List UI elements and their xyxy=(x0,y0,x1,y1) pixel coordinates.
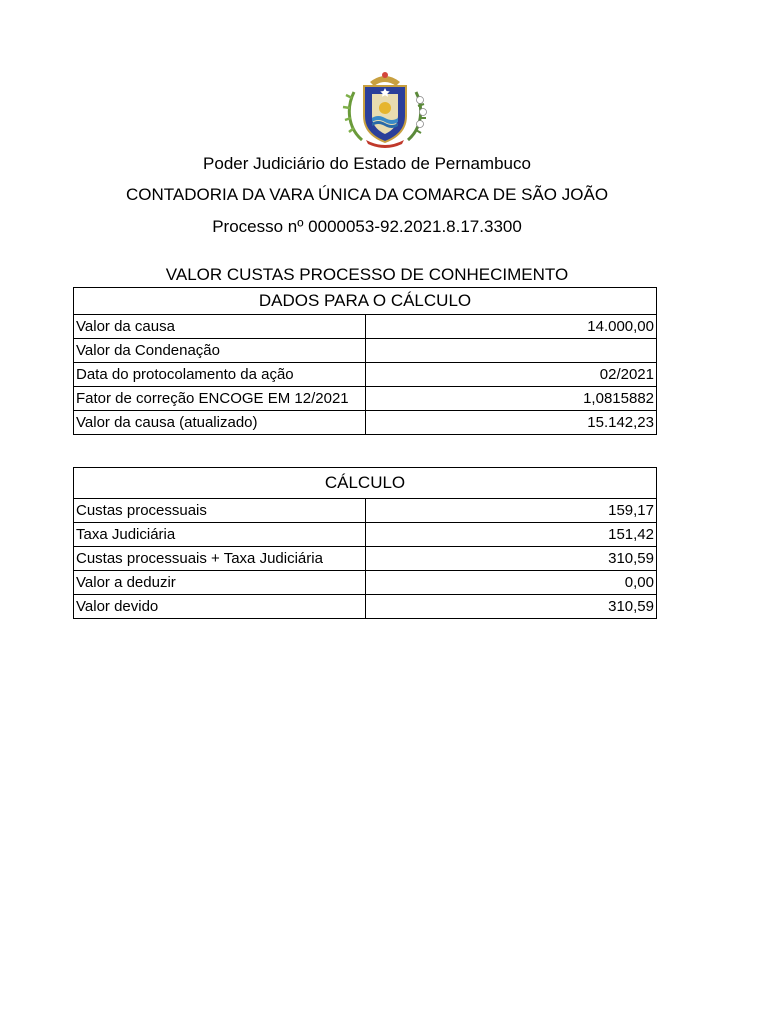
row-value: 0,00 xyxy=(365,571,657,595)
court-name: Poder Judiciário do Estado de Pernambuco xyxy=(203,154,531,173)
row-value: 02/2021 xyxy=(365,363,657,387)
row-value: 1,0815882 xyxy=(365,387,657,411)
row-label: Custas processuais + Taxa Judiciária xyxy=(74,547,366,571)
table-row xyxy=(74,387,657,411)
row-label: Custas processuais xyxy=(74,499,366,523)
row-label: Valor devido xyxy=(74,595,366,619)
document-title: VALOR CUSTAS PROCESSO DE CONHECIMENTO xyxy=(165,265,569,284)
row-value: 310,59 xyxy=(365,547,657,571)
office-name: CONTADORIA DA VARA ÚNICA DA COMARCA DE SÃO JOÃO xyxy=(125,185,609,204)
table-row xyxy=(74,363,657,387)
row-label: Valor a deduzir xyxy=(74,571,366,595)
row-label: Fator de correção ENCOGE EM 12/2021 xyxy=(74,387,366,411)
table-row xyxy=(74,571,657,595)
table-row xyxy=(74,411,657,435)
row-label: Taxa Judiciária xyxy=(74,523,366,547)
table-row xyxy=(74,523,657,547)
table-title: CÁLCULO xyxy=(74,468,657,499)
process-number: Processo nº 0000053-92.2021.8.17.3300 xyxy=(212,217,522,236)
row-value: 151,42 xyxy=(365,523,657,547)
row-value: 14.000,00 xyxy=(365,315,657,339)
table-row xyxy=(74,547,657,571)
table-row xyxy=(74,339,657,363)
pernambuco-coat-of-arms-icon xyxy=(340,68,430,150)
row-label: Valor da causa xyxy=(74,315,366,339)
row-value xyxy=(365,339,657,363)
table-row xyxy=(74,499,657,523)
table-header-row xyxy=(74,288,657,315)
calculation-table xyxy=(73,467,657,619)
calculation-data-table xyxy=(73,287,657,435)
table-row xyxy=(74,315,657,339)
table-row xyxy=(74,595,657,619)
table-header-row xyxy=(74,468,657,499)
row-value: 310,59 xyxy=(365,595,657,619)
row-value: 159,17 xyxy=(365,499,657,523)
table-title: DADOS PARA O CÁLCULO xyxy=(74,288,657,315)
row-label: Valor da Condenação xyxy=(74,339,366,363)
row-value: 15.142,23 xyxy=(365,411,657,435)
row-label: Data do protocolamento da ação xyxy=(74,363,366,387)
row-label: Valor da causa (atualizado) xyxy=(74,411,366,435)
